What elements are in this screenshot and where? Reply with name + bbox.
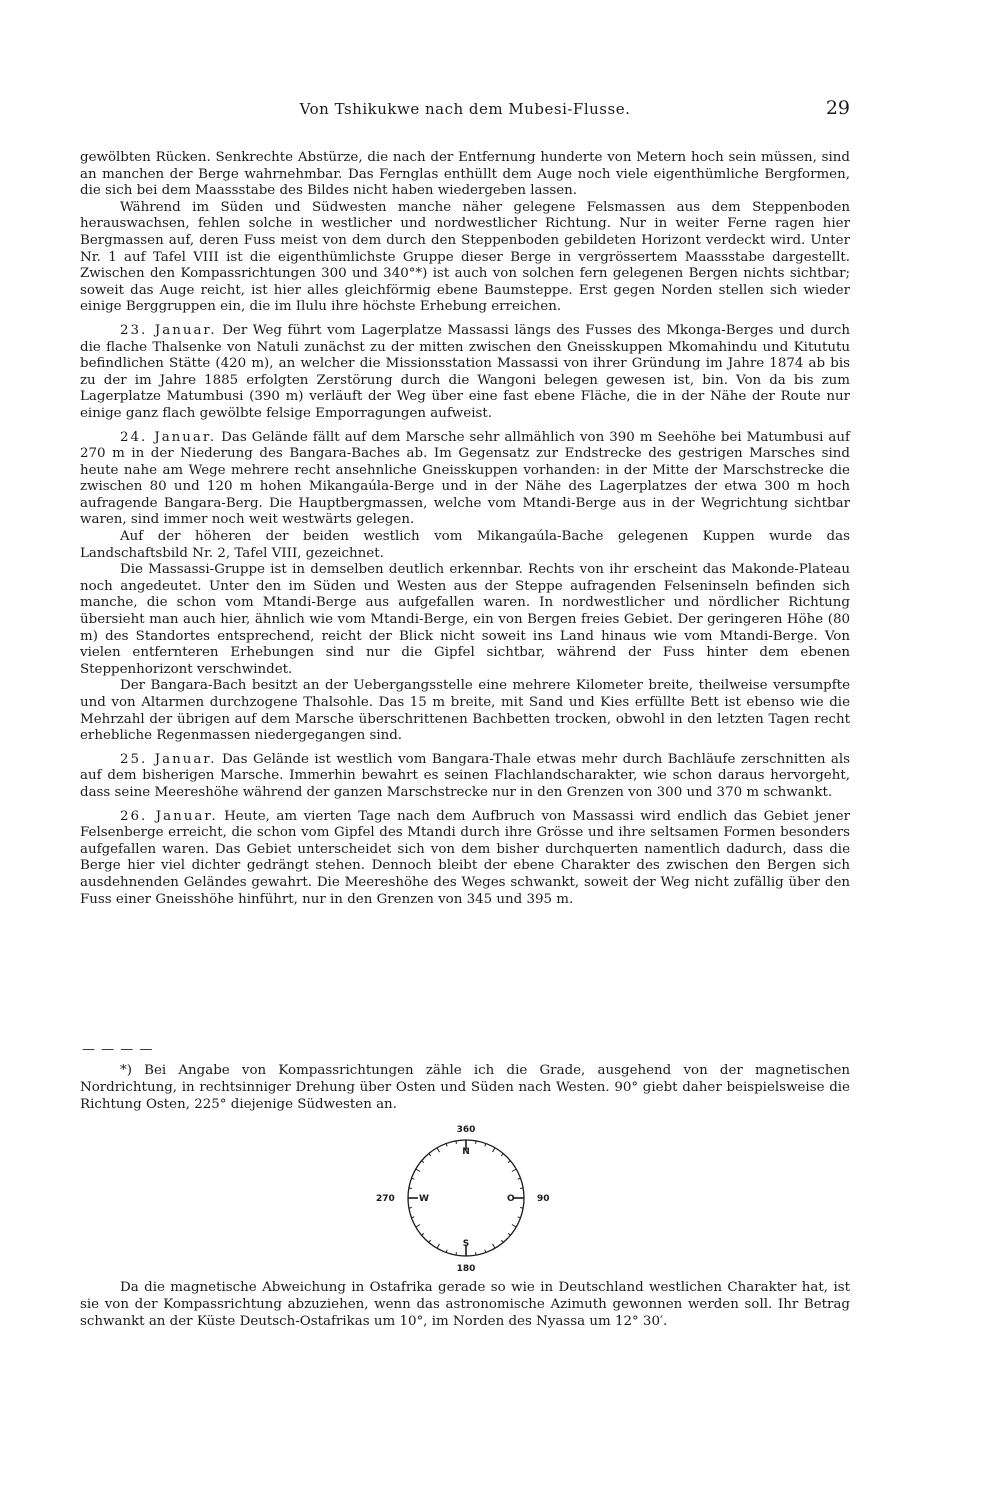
compass-tick (512, 1169, 516, 1172)
compass-tick (416, 1169, 420, 1172)
page-header (80, 97, 850, 126)
compass-tick (456, 1252, 457, 1255)
date-jan-24: 24. Januar. (120, 429, 217, 445)
paragraph-jan-25 (80, 752, 850, 802)
paragraph-7: Der Bangara-Bach besitzt an der Uebergangsstelle eine mehrere Kilometer breite, theilweise versumpfte und von Altarmen durchzogene Thalsohle. Das 15 m breite, mit Sand und Kies erfüllte Bett ist ebenso wie die Mehrzahl der übrigen auf dem Marsche überschrittenen Bachbetten trocken, obwohl in den letzten Tagen recht erhebliche Regenmassen niedergegangen sind. (80, 678, 850, 744)
label-o: O (507, 1194, 515, 1204)
paragraph-jan-23-text: Der Weg führt vom Lagerplatze Massassi längs des Fusses des Mkonga-Berges und durch die flache Thalsenke von Natuli zunächst zu der mitten zwischen den Gneisskuppen Mkomahindu und Kitututu befindlichen Stätte (420 m), an welcher die Missionsstation Massassi von ihrer Gründung im Jahre 1874 ab bis zu der im Jahre 1885 erfolgten Zerstörung durch die Wangoni belegen gewesen ist, bin. Von da bis zum Lagerplatze Matumbusi (390 m) verläuft der Weg über eine fast ebene Fläche, die in der Nähe der Route nur einige ganz flach gewölbte felsige Emporragungen aufweist. (80, 322, 850, 421)
compass-tick (508, 1161, 510, 1163)
running-title: Von Tshikukwe nach dem Mubesi-Flusse. (299, 100, 631, 118)
label-w: W (419, 1194, 429, 1204)
compass-diagram (376, 1120, 556, 1275)
paragraph-1: gewölbten Rücken. Senkrechte Abstürze, die nach der Entfernung hunderte von Metern hoch sein müssen, sind an manchen der Berge wahrnehmbar. Das Fernglas enthüllt dem Auge noch viele eigenthümliche Bergformen, die sich bei dem Maassstabe des Bildes nicht haben wiedergeben lassen. (80, 150, 850, 199)
compass-tick (446, 1143, 447, 1146)
compass-tick (501, 1240, 503, 1242)
compass-tick (409, 1208, 412, 1209)
compass-tick (429, 1154, 431, 1156)
label-n: N (462, 1147, 470, 1157)
footnote-rule: — — — — (82, 1042, 154, 1057)
compass-tick (508, 1233, 510, 1235)
compass-tick (518, 1217, 521, 1218)
footnote: *) Bei Angabe von Kompassrichtungen zähle ich die Grade, ausgehend von der magnetischen Nordrichtung, in rechtsinniger Drehung über Osten und Süden nach Westen. 90° giebt daher beispielsweise die Richtung Osten, 225° diejenige Südwesten an. (80, 1063, 850, 1112)
paragraph-jan-23 (80, 323, 850, 423)
closing-paragraph: Da die magnetische Abweichung in Ostafrika gerade so wie in Deutschland westlichen Charakter hat, ist sie von der Kompassrichtung abzuziehen, wenn das astronomische Azimuth gewonnen werden soll. Ihr Betrag schwankt an der Küste Deutsch-Ostafrikas um 10°, im Norden des Nyassa um 12° 30′. (80, 1280, 850, 1329)
body-text (80, 150, 850, 908)
paragraph-5: Auf der höheren der beiden westlich vom Mikangaúla-Bache gelegenen Kuppen wurde das Landschaftsbild Nr. 2, Tafel VIII, gezeichnet. (80, 529, 850, 561)
label-270: 270 (376, 1194, 395, 1204)
compass-tick (485, 1143, 486, 1146)
date-jan-26: 26. Januar. (120, 808, 218, 824)
compass-tick (429, 1240, 431, 1242)
label-90: 90 (537, 1194, 550, 1204)
compass-tick (493, 1148, 496, 1152)
compass-tick (411, 1217, 414, 1218)
compass-tick (456, 1141, 457, 1144)
paragraph-2: Während im Süden und Südwesten manche näher gelegene Felsmassen aus dem Steppenboden herauswachsen, fehlen solche in westlicher und nordwestlicher Richtung. Nur in weiter Ferne ragen hier Bergmassen auf, deren Fuss meist von dem durch den Steppenboden gebildeten Horizont verdeckt wird. Unter Nr. 1 auf Tafel VIII ist die eigenthümlichste Gruppe dieser Berge in vergrössertem Maassstabe dargestellt. Zwischen den Kompassrichtungen 300 und 340°*) ist auch von solchen fern gelegenen Bergen nichts sichtbar; soweit das Auge reicht, ist hier alles gleichförmig ebene Baumsteppe. Erst gegen Norden stellen sich wieder einige Berggruppen ein, die im Ilulu ihre höchste Erhebung erreichen. (80, 199, 850, 315)
paragraph-jan-24-text: Das Gelände fällt auf dem Marsche sehr allmählich von 390 m Seehöhe bei Matumbusi auf 270 m in der Niederung des Bangara-Baches ab. Im Gegensatz zur Endstrecke des gestrigen Marsches sind heute nahe am Wege mehrere recht ansehnliche Gneisskuppen vorhanden: in der Mitte der Marschstrecke die zwischen 80 und 120 m hohen Mikangaúla-Berge und in der Nähe des Lagerplatzes der etwa 300 m hoch aufragende Bangara-Berg. Die Hauptbergmassen, welche vom Mtandi-Berge aus in der Wegrichtung sichtbar waren, sind immer noch weit westwärts gelegen. (80, 429, 850, 528)
compass-tick (476, 1141, 477, 1144)
paragraph-jan-26 (80, 809, 850, 909)
date-jan-23: 23. Januar. (120, 322, 217, 338)
compass-tick (422, 1161, 424, 1163)
compass-tick (476, 1252, 477, 1255)
page-number: 29 (825, 97, 850, 119)
compass-tick (411, 1178, 414, 1179)
compass-tick (501, 1154, 503, 1156)
label-s: S (462, 1239, 470, 1249)
compass-tick (437, 1244, 440, 1248)
compass-tick (409, 1188, 412, 1189)
compass-tick (422, 1233, 424, 1235)
compass-tick (493, 1244, 496, 1248)
label-360: 360 (456, 1125, 476, 1135)
compass-tick (512, 1225, 516, 1228)
compass-tick (520, 1188, 523, 1189)
date-jan-25: 25. Januar. (120, 751, 217, 767)
compass-tick (437, 1148, 440, 1152)
compass-tick (485, 1250, 486, 1253)
compass-tick (416, 1225, 420, 1228)
label-180: 180 (456, 1264, 476, 1274)
paragraph-jan-25-text: Das Gelände ist westlich vom Bangara-Thale etwas mehr durch Bachläufe zerschnitten als auf dem bisherigen Marsche. Immerhin bewahrt es seinen Flachlandscharakter, wie schon daraus hervorgeht, dass seine Meereshöhe während der ganzen Marschstrecke nur in den Grenzen von 300 und 370 m schwankt. (80, 751, 851, 800)
paragraph-6: Die Massassi-Gruppe ist in demselben deutlich erkennbar. Rechts von ihr erscheint das Makonde-Plateau noch angedeutet. Unter den im Süden und Westen aus der Steppe aufragenden Felseninseln befinden sich manche, die schon vom Mtandi-Berge aus aufgefallen waren. In nordwestlicher und nördlicher Richtung übersieht man auch hier, ähnlich wie vom Mtandi-Berge, ein von Bergen freies Gebiet. Der geringeren Höhe (80 m) des Standortes entsprechend, reicht der Blick nicht soweit ins Land hinaus wie vom Mtandi-Berge. Von vielen entfernteren Erhebungen sind nur die Gipfel sichtbar, während der Fuss hinter dem ebenen Steppenhorizont verschwindet. (80, 562, 850, 677)
compass-tick (446, 1250, 447, 1253)
compass-tick (520, 1208, 523, 1209)
paragraph-jan-24 (80, 430, 850, 530)
paragraph-jan-26-text: Heute, am vierten Tage nach dem Aufbruch von Massassi wird endlich das Gebiet jener Felsenberge erreicht, die schon vom Gipfel des Mtandi durch ihre Grösse und ihre seltsamen Formen besonders aufgefallen waren. Das Gebiet unterscheidet sich von dem bisher durchquerten namentlich dadurch, dass die Berge hier viel dichter gedrängt stehen. Dennoch bleibt der ebene Charakter des zwischen den Bergen sich ausdehnenden Geländes gewahrt. Die Meereshöhe des Weges schwankt, soweit der Weg nicht zufällig über den Fuss einer Gneisshöhe hinführt, nur in den Grenzen von 345 und 395 m. (80, 808, 850, 907)
compass-tick (518, 1178, 521, 1179)
